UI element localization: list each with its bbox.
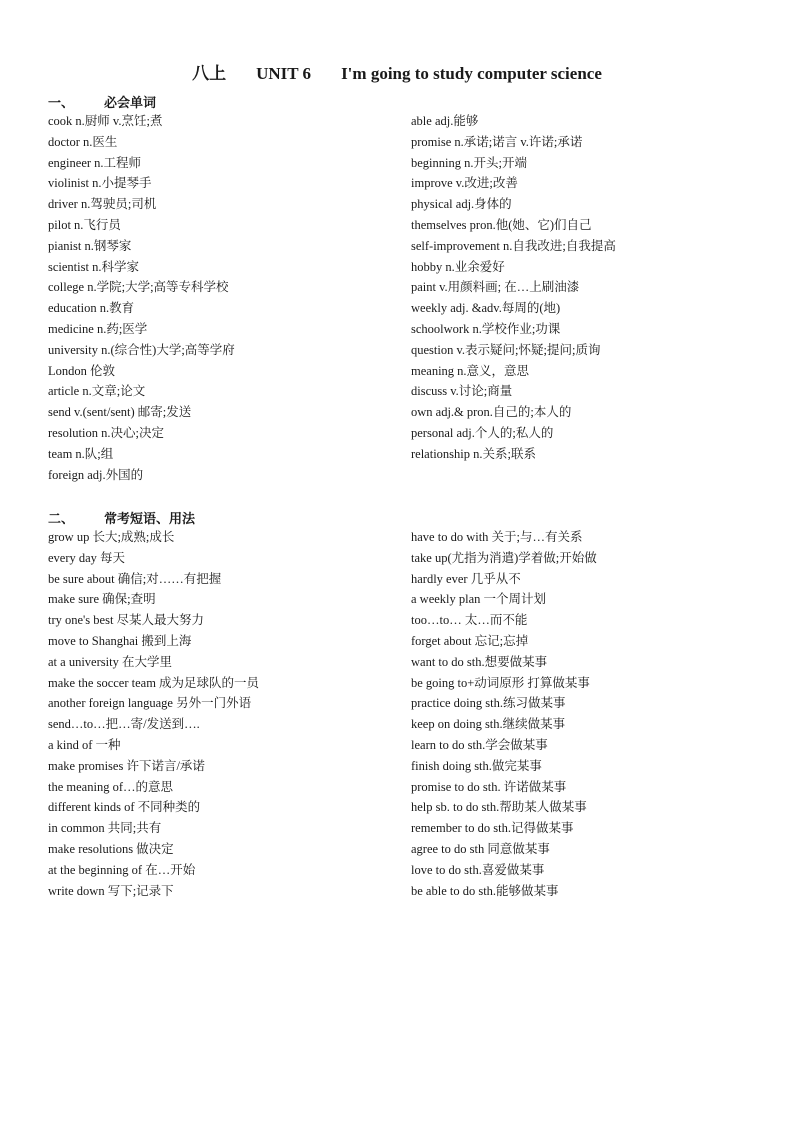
vocabulary-entry: pianist n.钢琴家 (48, 238, 132, 253)
vocabulary-entry: personal adj.个人的;私人的 (411, 425, 554, 440)
phrase-entry: promise to do sth. 许诺做某事 (411, 779, 567, 794)
vocabulary-entry: doctor n.医生 (48, 134, 118, 149)
vocabulary-heading-text: 必会单词 (104, 95, 157, 110)
vocabulary-entry: foreign adj.外国的 (48, 467, 144, 482)
phrase-entry: a kind of 一种 (48, 737, 121, 752)
vocabulary-entry: meaning n.意义，意思 (411, 363, 530, 378)
phrase-list-right (411, 527, 597, 901)
title-topic: I'm going to study computer science (341, 64, 602, 83)
phrase-entry: make resolutions 做决定 (48, 841, 174, 856)
vocabulary-list-right (411, 111, 616, 465)
vocabulary-entry: own adj.& pron.自己的;本人的 (411, 405, 572, 420)
vocabulary-entry: send v.(sent/sent) 邮寄;发送 (48, 405, 192, 420)
vocabulary-entry: physical adj.身体的 (411, 197, 512, 212)
phrase-entry: write down 写下;记录下 (48, 883, 174, 898)
phrase-entry: remember to do sth.记得做某事 (411, 821, 574, 836)
phrases-heading-number: 二、 (48, 511, 75, 526)
phrase-list-left (48, 527, 259, 901)
phrase-entry: every day 每天 (48, 550, 126, 565)
phrase-entry: be going to+动词原形 打算做某事 (411, 675, 590, 690)
vocabulary-entry: scientist n.科学家 (48, 259, 139, 274)
phrase-entry: want to do sth.想要做某事 (411, 654, 548, 669)
vocabulary-entry: medicine n.药;医学 (48, 321, 148, 336)
phrase-entry: take up(尤指为消遣)学着做;开始做 (411, 550, 597, 565)
vocabulary-entry: themselves pron.他(她、它)们自己 (411, 217, 592, 232)
phrase-entry: the meaning of…的意思 (48, 779, 173, 794)
vocabulary-entry: self-improvement n.自我改进;自我提高 (411, 238, 616, 253)
vocabulary-entry: college n.学院;大学;高等专科学校 (48, 280, 229, 295)
vocabulary-entry: paint v.用颜料画; 在…上刷油漆 (411, 280, 580, 295)
vocabulary-entry: hobby n.业余爱好 (411, 259, 505, 274)
phrase-entry: move to Shanghai 搬到上海 (48, 633, 192, 648)
phrase-entry: a weekly plan 一个周计划 (411, 592, 547, 607)
vocabulary-entry: resolution n.决心;决定 (48, 425, 164, 440)
phrase-entry: keep on doing sth.继续做某事 (411, 717, 566, 732)
phrase-entry: at a university 在大学里 (48, 654, 172, 669)
phrase-entry: be sure about 确信;对……有把握 (48, 571, 222, 586)
phrase-entry: finish doing sth.做完某事 (411, 758, 542, 773)
phrase-entry: make promises 许下诺言/承诺 (48, 758, 205, 773)
phrase-entry: make the soccer team 成为足球队的一员 (48, 675, 260, 690)
phrase-entry: grow up 长大;成熟;成长 (48, 530, 175, 544)
vocabulary-entry: university n.(综合性)大学;高等学府 (48, 342, 235, 357)
vocabulary-entry: violinist n.小提琴手 (48, 176, 152, 191)
phrase-entry: hardly ever 几乎从不 (411, 571, 521, 586)
vocabulary-entry: education n.教育 (48, 301, 135, 316)
vocabulary-entry: weekly adj. &adv.每周的(地) (411, 301, 561, 316)
phrase-entry: agree to do sth 同意做某事 (411, 841, 550, 856)
vocabulary-entry: improve v.改进;改善 (411, 176, 518, 191)
vocabulary-entry: article n.文章;论文 (48, 384, 146, 399)
phrase-entry: learn to do sth.学会做某事 (411, 737, 548, 752)
phrase-entry: send…to…把…寄/发送到…. (48, 717, 200, 732)
vocabulary-entry: London 伦敦 (48, 363, 116, 378)
vocabulary-entry: beginning n.开头;开端 (411, 155, 527, 170)
title-unit: UNIT 6 (256, 64, 312, 83)
vocabulary-entry: schoolwork n.学校作业;功课 (411, 321, 561, 336)
phrase-entry: help sb. to do sth.帮助某人做某事 (411, 800, 587, 815)
phrases-heading-text: 常考短语、用法 (104, 511, 196, 526)
phrase-entry: make sure 确保;查明 (48, 592, 156, 607)
vocabulary-heading (48, 92, 156, 111)
vocabulary-entry: pilot n.飞行员 (48, 217, 121, 232)
phrase-entry: different kinds of 不同种类的 (48, 800, 201, 815)
vocabulary-list-left (48, 111, 235, 485)
page-title (0, 59, 794, 84)
phrase-entry: too…to… 太…而不能 (411, 613, 528, 628)
phrase-entry: in common 共同;共有 (48, 821, 162, 836)
phrase-entry: at the beginning of 在…开始 (48, 862, 196, 877)
vocabulary-entry: team n.队;组 (48, 446, 114, 461)
title-grade: 八上 (192, 64, 227, 83)
vocabulary-entry: discuss v.讨论;商量 (411, 384, 513, 399)
vocabulary-entry: engineer n.工程师 (48, 155, 142, 170)
phrase-entry: have to do with 关于;与…有关系 (411, 530, 583, 544)
vocabulary-entry: driver n.驾驶员;司机 (48, 197, 157, 212)
phrase-entry: forget about 忘记;忘掉 (411, 633, 529, 648)
phrase-entry: another foreign language 另外一门外语 (48, 696, 252, 711)
vocabulary-entry: promise n.承诺;诺言 v.许诺;承诺 (411, 134, 583, 149)
vocabulary-entry: able adj.能够 (411, 114, 479, 128)
vocabulary-entry: relationship n.关系;联系 (411, 446, 536, 461)
vocabulary-entry: question v.表示疑问;怀疑;提问;质询 (411, 342, 601, 357)
vocabulary-heading-number: 一、 (48, 95, 75, 110)
phrase-entry: love to do sth.喜爱做某事 (411, 862, 545, 877)
vocabulary-entry: cook n.厨师 v.烹饪;煮 (48, 114, 163, 128)
phrase-entry: try one's best 尽某人最大努力 (48, 613, 205, 628)
phrase-entry: be able to do sth.能够做某事 (411, 883, 559, 898)
phrase-entry: practice doing sth.练习做某事 (411, 696, 566, 711)
phrases-heading (48, 508, 195, 527)
